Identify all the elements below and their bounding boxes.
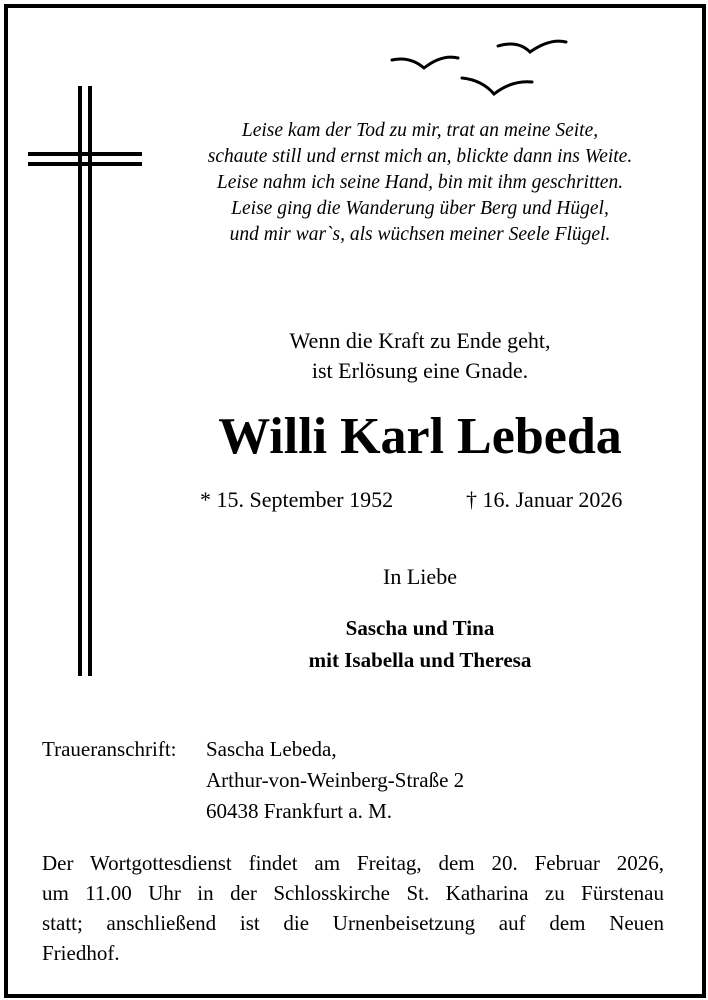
mourners-intro: In Liebe [383,564,457,589]
birth-date: * 15. September 1952 [200,487,394,512]
mourners [150,612,690,676]
quote [150,326,690,386]
deceased-name: Willi Karl Lebeda [218,408,622,465]
mourners-line: Sascha und Tina [345,616,495,640]
cross-icon [20,80,150,680]
poem-line: und mir war`s, als wüchsen meiner Seele Flügel. [229,224,611,245]
service-line: Der Wortgottesdienst findet am Freitag, dem 20. Februar 2026, [42,851,664,875]
address-street: Arthur-von-Weinberg-Straße 2 [206,768,465,792]
poem-line: Leise nahm ich seine Hand, bin mit ihm geschritten. [216,172,624,193]
address-label: Traueranschrift: [42,737,177,761]
poem [150,118,690,248]
address-city: 60438 Frankfurt a. M. [206,799,393,823]
service-line: statt; anschließend ist die Urnenbeisetzung auf dem Neuen [42,911,664,935]
quote-line: Wenn die Kraft zu Ende geht, [289,328,551,353]
quote-line: ist Erlösung eine Gnade. [311,358,529,383]
service-line: um 11.00 Uhr in der Schlosskirche St. Katharina zu Fürstenau [42,881,664,905]
poem-line: schaute still und ernst mich an, blickte dann ins Weite. [207,146,633,167]
address-name: Sascha Lebeda, [206,737,337,761]
life-dates [190,484,670,516]
poem-line: Leise ging die Wanderung über Berg und Hügel, [231,198,609,219]
mourners-line: mit Isabella und Theresa [308,648,532,672]
address-lines [206,734,464,827]
birds-icon [380,30,580,110]
service-info [42,848,664,968]
service-line: Friedhof. [42,941,120,965]
death-date: † 16. Januar 2026 [466,487,623,512]
poem-line: Leise kam der Tod zu mir, trat an meine Seite, [241,120,599,141]
